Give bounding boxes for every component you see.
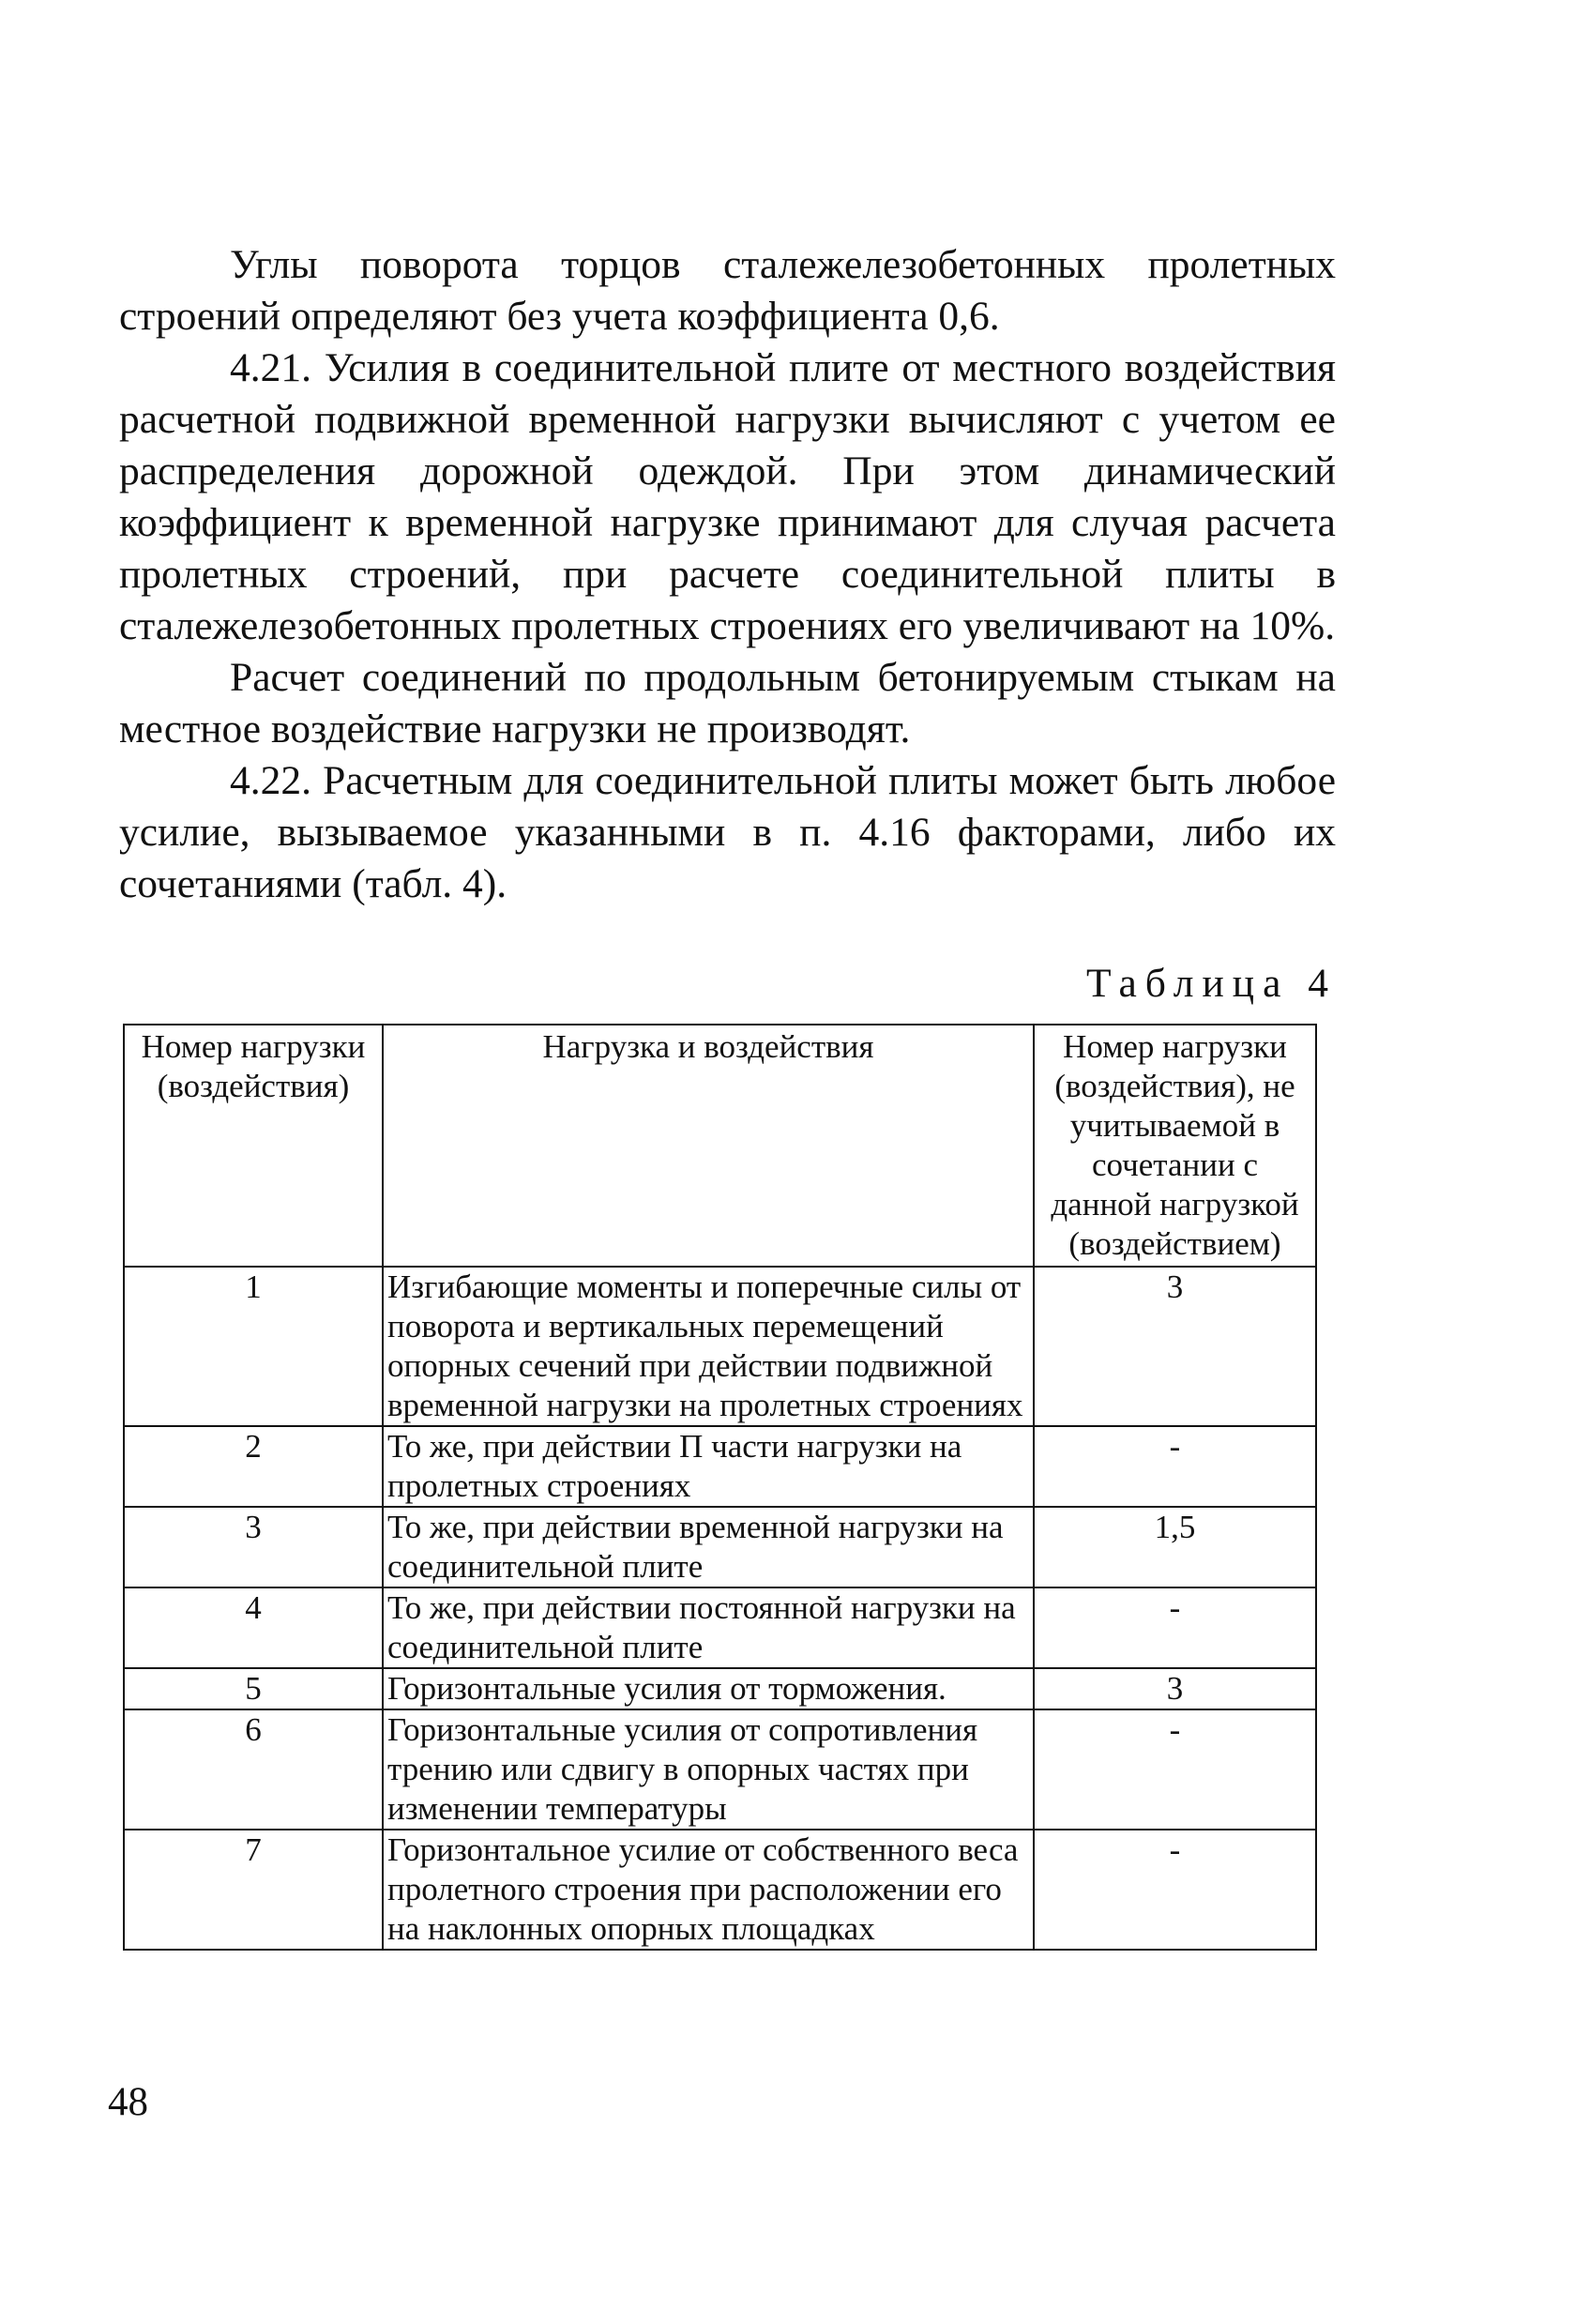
load-number: 5 <box>124 1668 383 1709</box>
excluded-load-number: - <box>1034 1830 1316 1950</box>
paragraph-4-22: 4.22. Расчетным для соединительной плиты может быть любое усилие, вызываемое указанными в п. 4.16 факторами, либо их сочетаниями (табл. 4). <box>119 758 1336 906</box>
excluded-load-number: - <box>1034 1426 1316 1507</box>
load-description: То же, при действии временной нагрузки на соединительной плите <box>383 1507 1034 1587</box>
table-caption: Таблица 4 <box>1085 961 1337 1006</box>
table-row <box>124 1507 1316 1587</box>
table-row <box>124 1587 1316 1668</box>
loads-table <box>123 1024 1317 1951</box>
table-row <box>124 1267 1316 1426</box>
header-excluded-load-number: Номер нагрузки (воздействия), не учитываемой в сочетании с данной нагрузкой (воздействием) <box>1034 1025 1316 1267</box>
excluded-load-number: 1,5 <box>1034 1507 1316 1587</box>
load-description: Горизонтальные усилия от сопротивления трению или сдвигу в опорных частях при изменении температуры <box>383 1709 1034 1830</box>
table-header-row <box>124 1025 1316 1267</box>
load-description: Горизонтальное усилие от собственного веса пролетного строения при расположении его на наклонных опорных площадках <box>383 1830 1034 1950</box>
excluded-load-number: - <box>1034 1587 1316 1668</box>
header-load-number: Номер нагрузки (воздействия) <box>124 1025 383 1267</box>
load-description: То же, при действии постоянной нагрузки на соединительной плите <box>383 1587 1034 1668</box>
load-number: 4 <box>124 1587 383 1668</box>
paragraph: Расчет соединений по продольным бетонируемым стыкам на местное воздействие нагрузки не производят. <box>119 655 1336 752</box>
paragraph: Углы поворота торцов сталежелезобетонных пролетных строений определяют без учета коэффициента 0,6. <box>119 242 1336 339</box>
excluded-load-number: 3 <box>1034 1267 1316 1426</box>
paragraph-4-21: 4.21. Усилия в соединительной плите от местного воздействия расчетной подвижной временной нагрузки вычисляют с учетом ее распределения дорожной одеждой. При этом динамический коэффициент к временной нагрузке принимают для случая расчета пролетных строений, при расчете соединительной плиты в сталежелезобетонных пролетных строениях его увеличивают на 10%. <box>119 345 1336 648</box>
header-load-description: Нагрузка и воздействия <box>383 1025 1034 1267</box>
load-number: 2 <box>124 1426 383 1507</box>
body-text <box>119 239 1336 910</box>
table-row <box>124 1830 1316 1950</box>
load-number: 1 <box>124 1267 383 1426</box>
load-number: 3 <box>124 1507 383 1587</box>
load-description: Изгибающие моменты и поперечные силы от поворота и вертикальных перемещений опорных сечений при действии подвижной временной нагрузки на пролетных строениях <box>383 1267 1034 1426</box>
load-number: 7 <box>124 1830 383 1950</box>
table-row <box>124 1709 1316 1830</box>
page-number: 48 <box>108 2080 148 2124</box>
excluded-load-number: - <box>1034 1709 1316 1830</box>
excluded-load-number: 3 <box>1034 1668 1316 1709</box>
table-row <box>124 1426 1316 1507</box>
load-description: Горизонтальные усилия от торможения. <box>383 1668 1034 1709</box>
load-description: То же, при действии П части нагрузки на пролетных строениях <box>383 1426 1034 1507</box>
load-number: 6 <box>124 1709 383 1830</box>
table-row <box>124 1668 1316 1709</box>
